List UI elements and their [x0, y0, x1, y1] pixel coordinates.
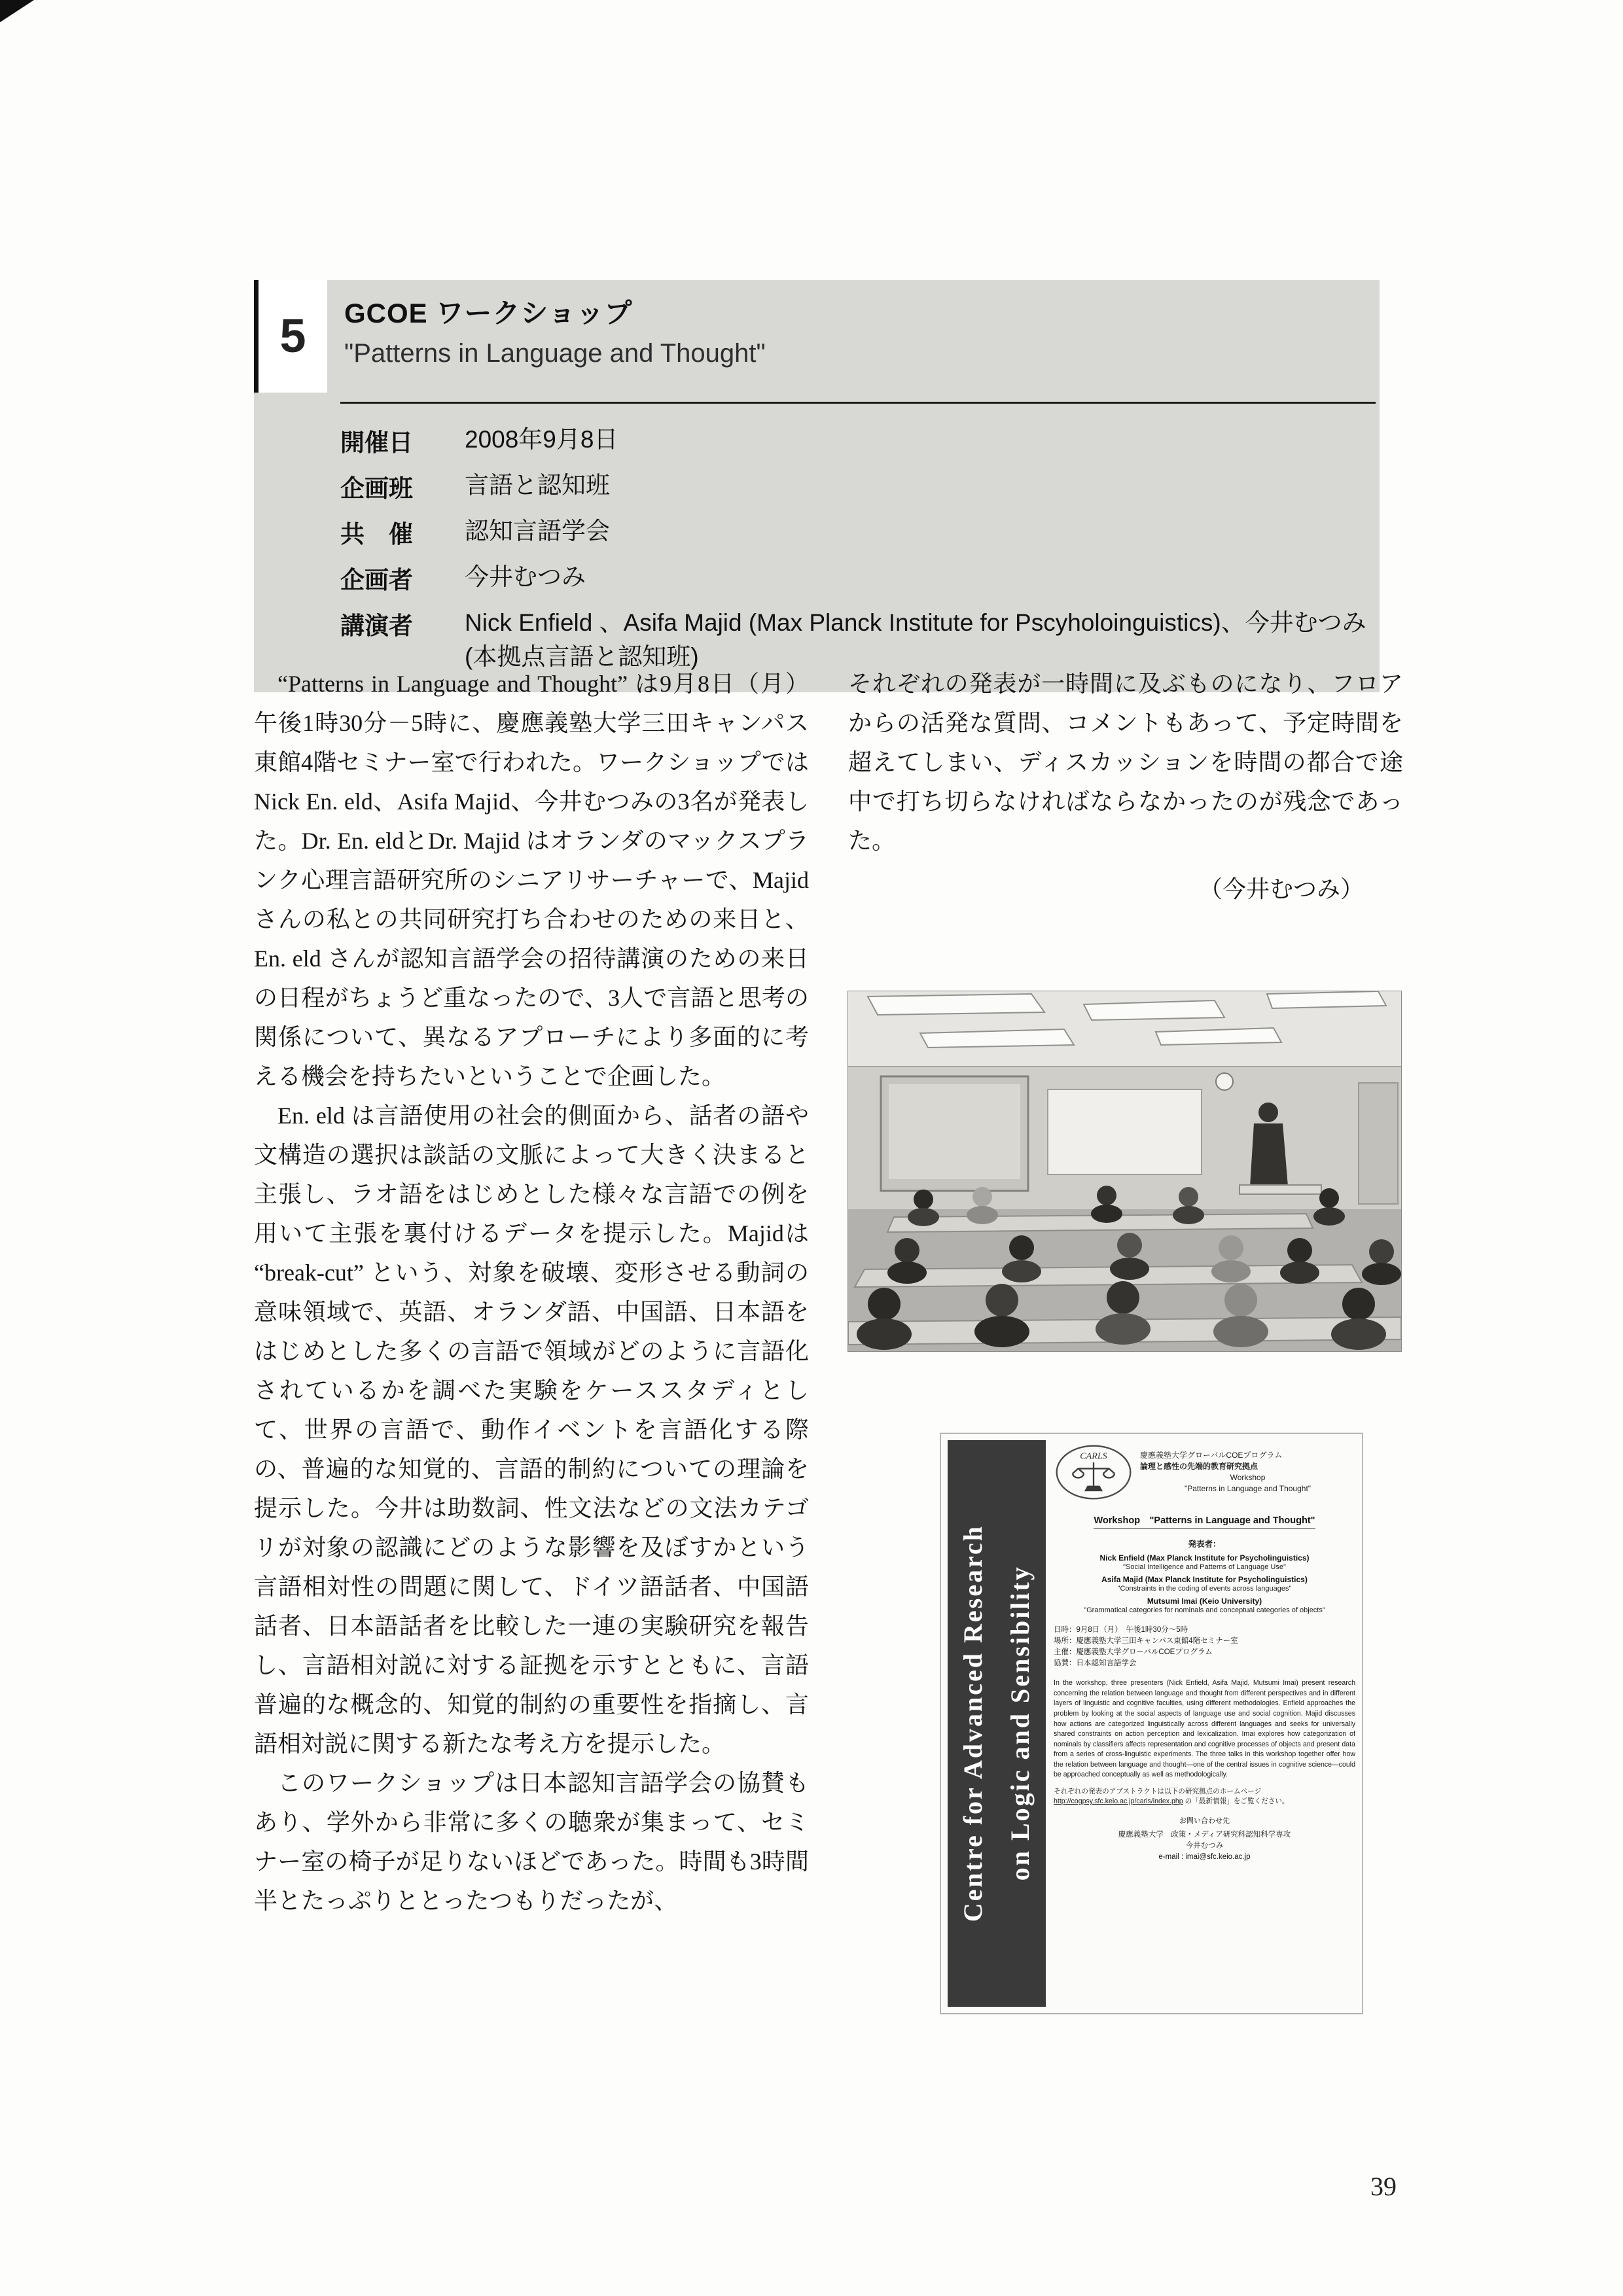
meta-table: [254, 393, 1380, 692]
meta-value: 今井むつみ: [465, 563, 586, 590]
article-left-column: [254, 664, 809, 1920]
poster-side-text: [950, 1525, 1044, 1922]
paragraph: En. eld は言語使用の社会的側面から、話者の語や文構造の選択は談話の文脈によって大きく決まると主張し、ラオ語をはじめとした様々な言語での例を用いて主張を裏付けるデータを提示した。Majidは “break-cut” という、対象を破壊、変形させる動詞の意味領域で、英語、オランダ語、中国語、日本語をはじめとした多くの言語で領域がどのように言語化されているかを調べた実験をケーススタディとして、世界の言語で、動作イベントを言語化する際の、普遍的な知覚的、言語的制約についての理論を提示した。今井は助数詞、性文法などの文法カテゴリが対象の認識にどのような影響を及ぼすかという言語相対性の問題に関して、ドイツ語話者、中国語話者、日本語話者を比較した一連の実験研究を報告し、言語相対説に対する証拠を示すとともに、言語普遍的な概念的、知覚的制約の重要性を指摘し、言語相対説に関する新たな考え方を提示した。: [254, 1103, 809, 1757]
paragraph: それぞれの発表が一時間に及ぶものになり、フロアからの活発な質問、コメントもあって、予定時間を超えてしまい、ディスカッションを時間の都合で途中で打ち切らなければならなかったのが残念であった。: [848, 671, 1403, 854]
presenter-name: Asifa Majid (Max Planck Institute for Psycholinguistics): [1101, 1575, 1308, 1585]
section-subtitle: "Patterns in Language and Thought": [344, 339, 766, 368]
contact-email: e-mail : imai@sfc.keio.ac.jp: [1158, 1853, 1251, 1862]
poster-detail-line: 主催：慶應義塾大学グローバルCOEプログラム: [1054, 1648, 1213, 1657]
poster-abstract: In the workshop, three presenters (Nick Enfield, Asifa Majid, Mutsumi Imai) present research concerning the relation between language and thought from different perspectives and in different layers of linguistic and cognitive faculties, using different methodologies. Enfield approaches the problem by looking at the social aspects of language use and social cognition. Majid discusses how actions are categorized linguistically across different languages and seeks for universally shared constraints on action perception and lexicalization. Imai explores how categorization of nominals by classifiers affects representation and cognitive processes of objects and present data from a series of cross-linguistic experiments. The three talks in this workshop together offer how the relation between language and thought—one of the central issues in cognitive science—could be approached conceptually as well as methodologically.: [1054, 1679, 1355, 1779]
meta-label: 開催日: [340, 429, 413, 456]
presenter-name: Nick Enfield (Max Planck Institute for Psycholinguistics): [1099, 1553, 1310, 1563]
workshop-poster: [940, 1433, 1363, 2014]
page-number: 39: [1370, 2172, 1397, 2201]
workshop-photo-illustration: [848, 991, 1401, 1351]
meta-value: Nick Enfield 、Asifa Majid (Max Planck Institute for Pscyholoinguistics)、今井むつみ(本拠点言語と認知班): [465, 609, 1366, 670]
meta-label: 講演者: [340, 612, 413, 639]
presenter-talk: "Constraints in the coding of events across languages": [1117, 1585, 1292, 1593]
poster-presenters: [1054, 1538, 1355, 1614]
section-header-top: [254, 280, 1380, 393]
section-title: GCOE ワークショップ: [344, 298, 633, 328]
presenter-talk: "Social Intelligence and Patterns of Language Use": [1123, 1563, 1286, 1572]
contact-line: 慶應義塾大学 政策・メディア研究科認知科学専攻: [1118, 1831, 1291, 1839]
meta-label: 企画者: [340, 567, 413, 593]
presenter-name: Mutsumi Imai (Keio University): [1147, 1597, 1262, 1606]
poster-details: [1054, 1625, 1355, 1669]
section-header: [254, 280, 1380, 692]
poster-side-line: on Logic and Sensibility: [1005, 1565, 1035, 1882]
poster-title: Workshop "Patterns in Language and Thought": [1094, 1513, 1315, 1528]
workshop-photo: [848, 991, 1401, 1351]
presenters-label: 発表者：: [1188, 1540, 1221, 1549]
meta-value: 認知言語学会: [465, 518, 610, 544]
meta-value: 言語と認知班: [465, 472, 610, 499]
poster-program-line: 慶應義塾大学グローバルCOEプログラム: [1140, 1450, 1283, 1460]
contact-label: お問い合わせ先: [1179, 1817, 1230, 1826]
poster-program-line: Workshop: [1230, 1472, 1266, 1482]
poster-side-strip: [948, 1440, 1046, 2007]
header-divider: [340, 402, 1376, 404]
poster-note-text: それぞれの発表のアブストラクトは以下の研究拠点のホームページ: [1054, 1788, 1262, 1796]
section-number: 5: [254, 280, 327, 393]
poster-detail-line: 日時：9月8日（月） 午後1時30分〜5時: [1054, 1626, 1188, 1634]
poster-url: http://cogpsy.sfc.keio.ac.jp/carls/index.php: [1054, 1797, 1183, 1806]
poster-main: [1054, 1440, 1355, 2007]
section-titles: [327, 280, 1380, 368]
carls-scales-logo-icon: [1054, 1443, 1133, 1501]
contact-line: 今井むつみ: [1185, 1842, 1224, 1850]
article-right-column: [848, 664, 1403, 909]
meta-value: 2008年9月8日: [465, 426, 618, 453]
meta-label: 共 催: [340, 521, 413, 548]
poster-note-text: の「最新情報」をご覧ください。: [1185, 1797, 1289, 1806]
poster-side-line: Centre for Advanced Research: [958, 1525, 988, 1922]
poster-detail-line: 協賛：日本認知言語学会: [1054, 1659, 1137, 1668]
presenter-talk: "Grammatical categories for nominals and conceptual categories of objects": [1084, 1606, 1325, 1615]
poster-contact: [1054, 1816, 1355, 1863]
poster-program-lines: [1140, 1450, 1355, 1494]
poster-header: [1054, 1443, 1355, 1501]
poster-detail-line: 場所：慶應義塾大学三田キャンパス東館4階セミナー室: [1054, 1637, 1238, 1646]
poster-program-line: "Patterns in Language and Thought": [1184, 1483, 1311, 1493]
paragraph: このワークショップは日本認知言語学会の協賛もあり、学外から非常に多くの聴衆が集まって、セミナー室の椅子が足りないほどであった。時間も3時間半とたっぷりととったつもりだったが、: [254, 1770, 809, 1914]
meta-label: 企画班: [340, 475, 413, 502]
scan-artifact: [0, 0, 34, 22]
svg-text:CARLS: CARLS: [1080, 1451, 1107, 1462]
paragraph: “Patterns in Language and Thought” は9月8日（月）午後1時30分－5時に、慶應義塾大学三田キャンパス東館4階セミナー室で行われた。ワークショップではNick En. eld、Asifa Majid、今井むつみの3名が発表した。Dr. En. eldとDr. Majid はオランダのマックスプランク心理言語研究所のシニアリサーチャーで、Majid さんの私との共同研究打ち合わせのための来日と、En. eld さんが認知言語学会の招待講演のための来日の日程がちょうど重なったので、3人で言語と思考の関係について、異なるアプローチにより多面的に考える機会を持ちたいということで企画した。: [254, 671, 809, 1089]
poster-program-line: 論理と感性の先端的教育研究拠点: [1140, 1461, 1258, 1471]
author-signature: （今井むつみ）: [1198, 876, 1364, 902]
poster-homepage-note: [1054, 1787, 1355, 1807]
